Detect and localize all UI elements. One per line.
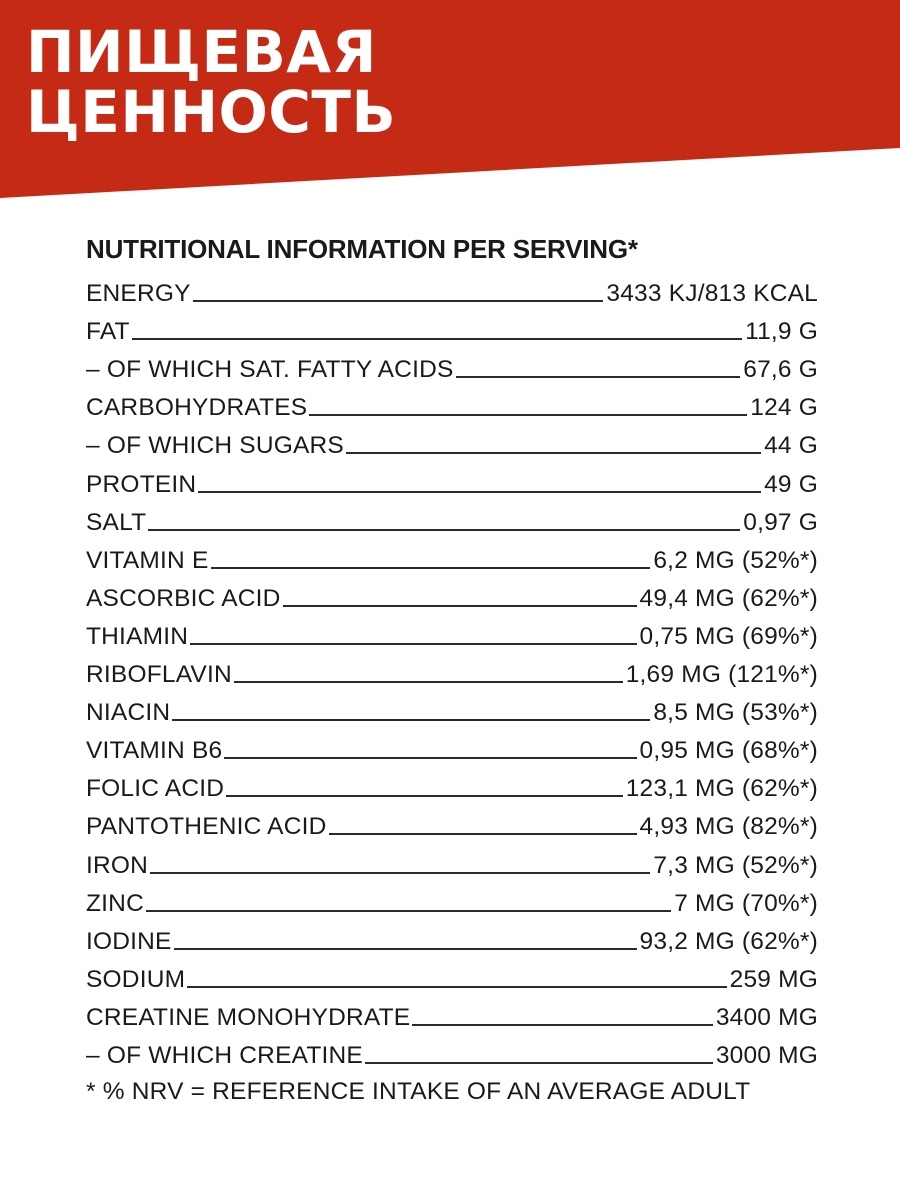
- banner-title-line-1: ПИЩЕВАЯ: [26, 18, 377, 86]
- nutrient-label: PANTOTHENIC ACID: [86, 813, 327, 841]
- nutrition-row: [86, 576, 826, 614]
- nutrient-value: 44 G: [764, 432, 818, 460]
- nutrient-value: 7,3 MG (52%*): [653, 851, 818, 879]
- nutrient-value: 67,6 G: [743, 356, 818, 384]
- nutrition-row: [86, 461, 826, 499]
- leader-line: [226, 795, 623, 797]
- leader-line: [456, 376, 741, 378]
- nutrient-value: 3400 MG: [715, 1003, 818, 1031]
- nutrient-label: – OF WHICH SUGARS: [86, 432, 344, 460]
- nutrition-row: [86, 538, 826, 576]
- leader-line: [146, 910, 671, 912]
- nutrient-value: 259 MG: [729, 965, 818, 993]
- nutrient-value: 123,1 MG (62%*): [625, 775, 818, 803]
- nutrient-label: RIBOFLAVIN: [86, 661, 232, 689]
- leader-line: [309, 414, 747, 416]
- leader-line: [190, 643, 636, 645]
- leader-line: [187, 986, 726, 988]
- nutrient-label: CREATINE MONOHYDRATE: [86, 1003, 411, 1031]
- leader-line: [365, 1062, 713, 1064]
- nutrition-row: [86, 804, 826, 842]
- leader-line: [150, 872, 650, 874]
- nutrition-row: [86, 690, 826, 728]
- leader-line: [412, 1024, 712, 1026]
- nutrient-label: NIACIN: [86, 699, 171, 727]
- banner-title-line-2: ЦЕННОСТЬ: [26, 78, 397, 146]
- nutrition-row: [86, 842, 826, 880]
- nutrition-row: [86, 614, 826, 652]
- nutrient-label: ENERGY: [86, 280, 191, 308]
- nutrition-row: [86, 271, 826, 309]
- nutrient-label: THIAMIN: [86, 622, 189, 650]
- nutrition-row: [86, 1033, 826, 1071]
- nutrient-value: 49 G: [764, 470, 818, 498]
- nutrient-label: IODINE: [86, 927, 172, 955]
- nutrient-label: VITAMIN E: [86, 546, 209, 574]
- nutrient-value: 7 MG (70%*): [674, 889, 818, 917]
- nutrition-row: [86, 385, 826, 423]
- nutrient-value: 11,9 G: [745, 318, 818, 346]
- banner-title: [26, 18, 397, 146]
- nutrient-label: PROTEIN: [86, 470, 197, 498]
- nutrient-label: ZINC: [86, 889, 144, 917]
- nutrition-heading: NUTRITIONAL INFORMATION PER SERVING*: [86, 234, 638, 264]
- nutrient-value: 8,5 MG (53%*): [653, 699, 818, 727]
- leader-line: [198, 491, 761, 493]
- nutrient-value: 6,2 MG (52%*): [653, 546, 818, 574]
- nutrient-value: 49,4 MG (62%*): [639, 584, 818, 612]
- nutrition-row: [86, 652, 826, 690]
- nutrition-row: [86, 347, 826, 385]
- leader-line: [224, 757, 636, 759]
- nrv-footnote: * % NRV = REFERENCE INTAKE OF AN AVERAGE ADULT: [86, 1077, 751, 1105]
- nutrition-row: [86, 995, 826, 1033]
- nutrient-label: IRON: [86, 851, 149, 879]
- nutrient-value: 3433 KJ/813 KCAL: [606, 280, 818, 308]
- nutrient-label: VITAMIN B6: [86, 737, 223, 765]
- nutrient-value: 1,69 MG (121%*): [625, 661, 818, 689]
- header-banner: [0, 0, 900, 200]
- nutrition-list: [86, 271, 826, 1071]
- nutrition-row: [86, 500, 826, 538]
- leader-line: [172, 719, 650, 721]
- nutrition-row: [86, 881, 826, 919]
- nutrition-row: [86, 423, 826, 461]
- nutrient-value: 4,93 MG (82%*): [639, 813, 818, 841]
- nutrient-value: 0,95 MG (68%*): [639, 737, 818, 765]
- nutrient-label: – OF WHICH SAT. FATTY ACIDS: [86, 356, 454, 384]
- nutrient-value: 124 G: [750, 394, 818, 422]
- nutrient-label: – OF WHICH CREATINE: [86, 1041, 363, 1069]
- nutrition-panel: [86, 233, 826, 1107]
- nutrient-value: 93,2 MG (62%*): [639, 927, 818, 955]
- nutrition-row: [86, 766, 826, 804]
- leader-line: [132, 338, 742, 340]
- nutrition-row: [86, 957, 826, 995]
- leader-line: [193, 300, 604, 302]
- leader-line: [234, 681, 623, 683]
- leader-line: [283, 605, 637, 607]
- leader-line: [211, 567, 651, 569]
- nutrition-row: [86, 919, 826, 957]
- nutrient-value: 0,97 G: [743, 508, 818, 536]
- leader-line: [346, 452, 761, 454]
- nutrition-row: [86, 728, 826, 766]
- nutrient-label: CARBOHYDRATES: [86, 394, 308, 422]
- nutrition-row: [86, 309, 826, 347]
- leader-line: [329, 833, 637, 835]
- nutrient-label: ASCORBIC ACID: [86, 584, 281, 612]
- nutrient-value: 0,75 MG (69%*): [639, 622, 818, 650]
- nutrient-label: FAT: [86, 318, 130, 346]
- leader-line: [174, 948, 637, 950]
- nutrient-label: SALT: [86, 508, 147, 536]
- leader-line: [148, 529, 740, 531]
- nutrient-label: FOLIC ACID: [86, 775, 225, 803]
- nutrient-value: 3000 MG: [715, 1041, 818, 1069]
- nutrient-label: SODIUM: [86, 965, 186, 993]
